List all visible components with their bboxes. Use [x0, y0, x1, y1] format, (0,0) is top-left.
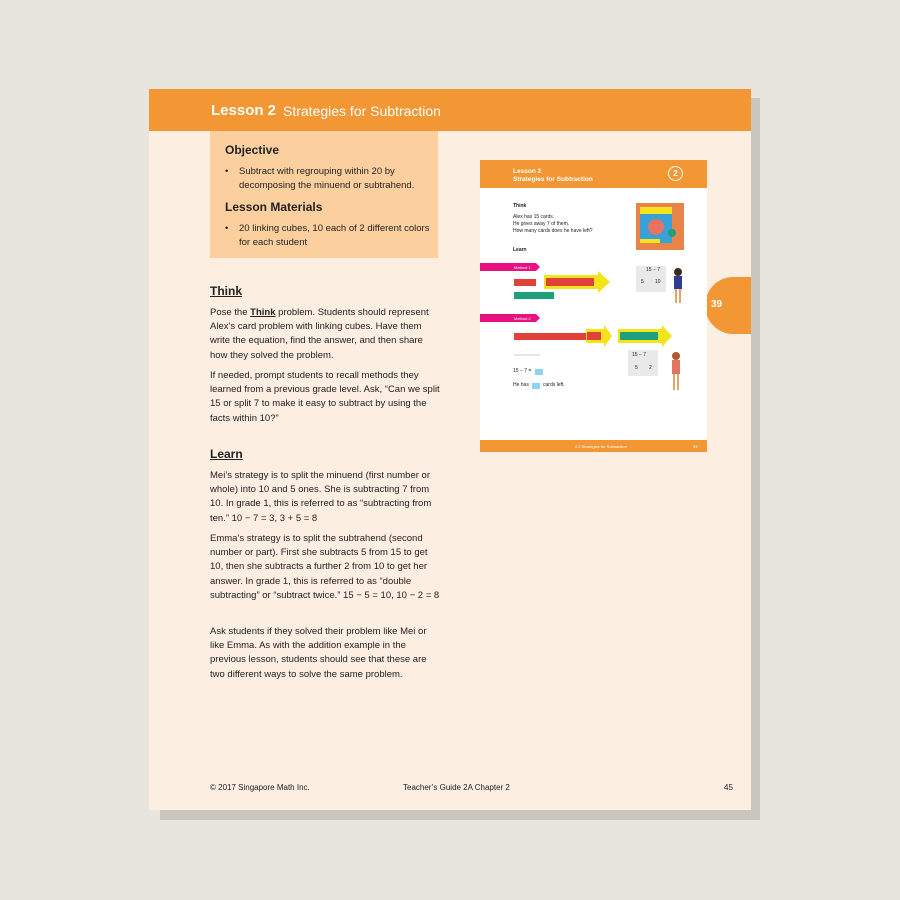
card-illustration: [636, 203, 684, 250]
method-1-label: Method 1: [514, 265, 531, 270]
girl-figure: [673, 374, 675, 390]
method-1-tag: [480, 263, 540, 271]
bond-2-left: 5: [635, 365, 638, 371]
mini-footer: [480, 440, 707, 452]
page-tab: [705, 277, 751, 334]
cube-group: [546, 278, 594, 286]
footer-copyright: © 2017 Singapore Math Inc.: [210, 783, 310, 792]
materials-heading: Lesson Materials: [225, 200, 323, 214]
girl-figure: [674, 276, 682, 289]
think-paragraph-1: [210, 306, 440, 363]
think-link: Think: [250, 307, 276, 318]
mini-footer-left: 2.2 Strategies for Subtraction: [575, 444, 627, 449]
girl-figure: [674, 268, 682, 276]
mini-title: Strategies for Subtraction: [513, 176, 593, 183]
mini-think-line: He gives away 7 of them.: [513, 221, 570, 227]
bond-1-whole: 15 − 7: [646, 267, 661, 273]
cube-group: [620, 332, 658, 340]
footer-guide: Teacher’s Guide 2A Chapter 2: [403, 783, 510, 792]
mini-answer-post: cards left.: [543, 382, 565, 388]
mini-think-label: Think: [513, 203, 527, 209]
learn-paragraph-2: Emma’s strategy is to split the subtrahend (second number or part). First she subtracts 5 from 15 to get 10, then she subtracts a further 2 from 10 to get her answer. In grade 1, this is referred to as “double subtracting” or “subtract twice.” 15 − 5 = 10, 10 − 2 = 8: [210, 533, 440, 601]
footer-page-number: 45: [724, 783, 733, 792]
think-heading: Think: [210, 284, 242, 298]
textbook-page: [149, 89, 751, 810]
mini-answer-pre: He has: [513, 382, 529, 388]
answer-box: [532, 383, 540, 389]
lesson-title: Strategies for Subtraction: [283, 103, 441, 119]
mini-learn-label: Learn: [513, 247, 527, 253]
lesson-banner: [149, 89, 751, 131]
mini-footer-right: 39: [693, 444, 698, 449]
materials-list: [225, 222, 430, 250]
mini-lesson-number: 2: [668, 166, 683, 181]
girl-figure: [672, 352, 680, 360]
materials-item: • 20 linking cubes, 10 each of 2 different colors for each student: [225, 222, 430, 250]
method-2-label: Method 2: [514, 316, 531, 321]
girl-figure: [675, 289, 677, 303]
girl-figure: [679, 289, 681, 303]
objective-box: [210, 131, 438, 258]
mini-think-line: How many cards does he have left?: [513, 228, 593, 234]
mini-learn-illustration: [480, 261, 707, 431]
think-text: Pose the: [210, 307, 251, 318]
bond-2-whole: 15 − 7: [632, 352, 647, 358]
cube-group: [514, 292, 554, 299]
girl-figure: [677, 374, 679, 390]
objective-list: [225, 165, 430, 193]
learn-heading: Learn: [210, 447, 243, 461]
cube-group: [514, 333, 586, 340]
page-tab-number: 39: [711, 299, 723, 310]
learn-paragraph-3: Ask students if they solved their problem like Mei or like Emma. As with the addition example in the previous lesson, students should see that these are two different ways to solve the same problem.: [210, 626, 427, 680]
cube-group: [514, 279, 536, 286]
lesson-number: Lesson 2: [211, 102, 277, 119]
bond-1-right: 10: [655, 279, 661, 285]
mini-lesson: Lesson 2: [513, 168, 542, 175]
cube-group: [587, 332, 601, 340]
learn-paragraph-1: Mei’s strategy is to split the minuend (first number or whole) into 10 and 5 ones. She is subtracting 7 from 10. In grade 1, this is referred to as “subtracting from ten.” 10 − 7 = 3, 3 + 5 = 8: [210, 470, 432, 524]
bond-1-left: 5: [641, 279, 644, 285]
think-text: problem. Students should represent Alex’s card problem with linking cubes. Have them write the equation, find the answer, and then share how they solved the problem.: [210, 307, 429, 361]
girl-figure: [672, 360, 680, 374]
objective-item: • Subtract with regrouping within 20 by decomposing the minuend or subtrahend.: [225, 165, 430, 193]
student-page-thumbnail: [480, 160, 707, 452]
objective-heading: Objective: [225, 143, 280, 157]
mini-header: [480, 160, 707, 188]
think-paragraph-2: If needed, prompt students to recall methods they learned from a previous grade level. Ask, “Can we split 15 or split 7 to make it easy to subtract by using the facts within 10?”: [210, 370, 440, 424]
bond-2-right: 2: [649, 365, 652, 371]
mini-equation: 15 − 7 =: [513, 368, 532, 374]
method-2-tag: [480, 314, 540, 322]
answer-box: [535, 369, 543, 375]
mini-think-line: Alex has 15 cards.: [513, 214, 555, 220]
